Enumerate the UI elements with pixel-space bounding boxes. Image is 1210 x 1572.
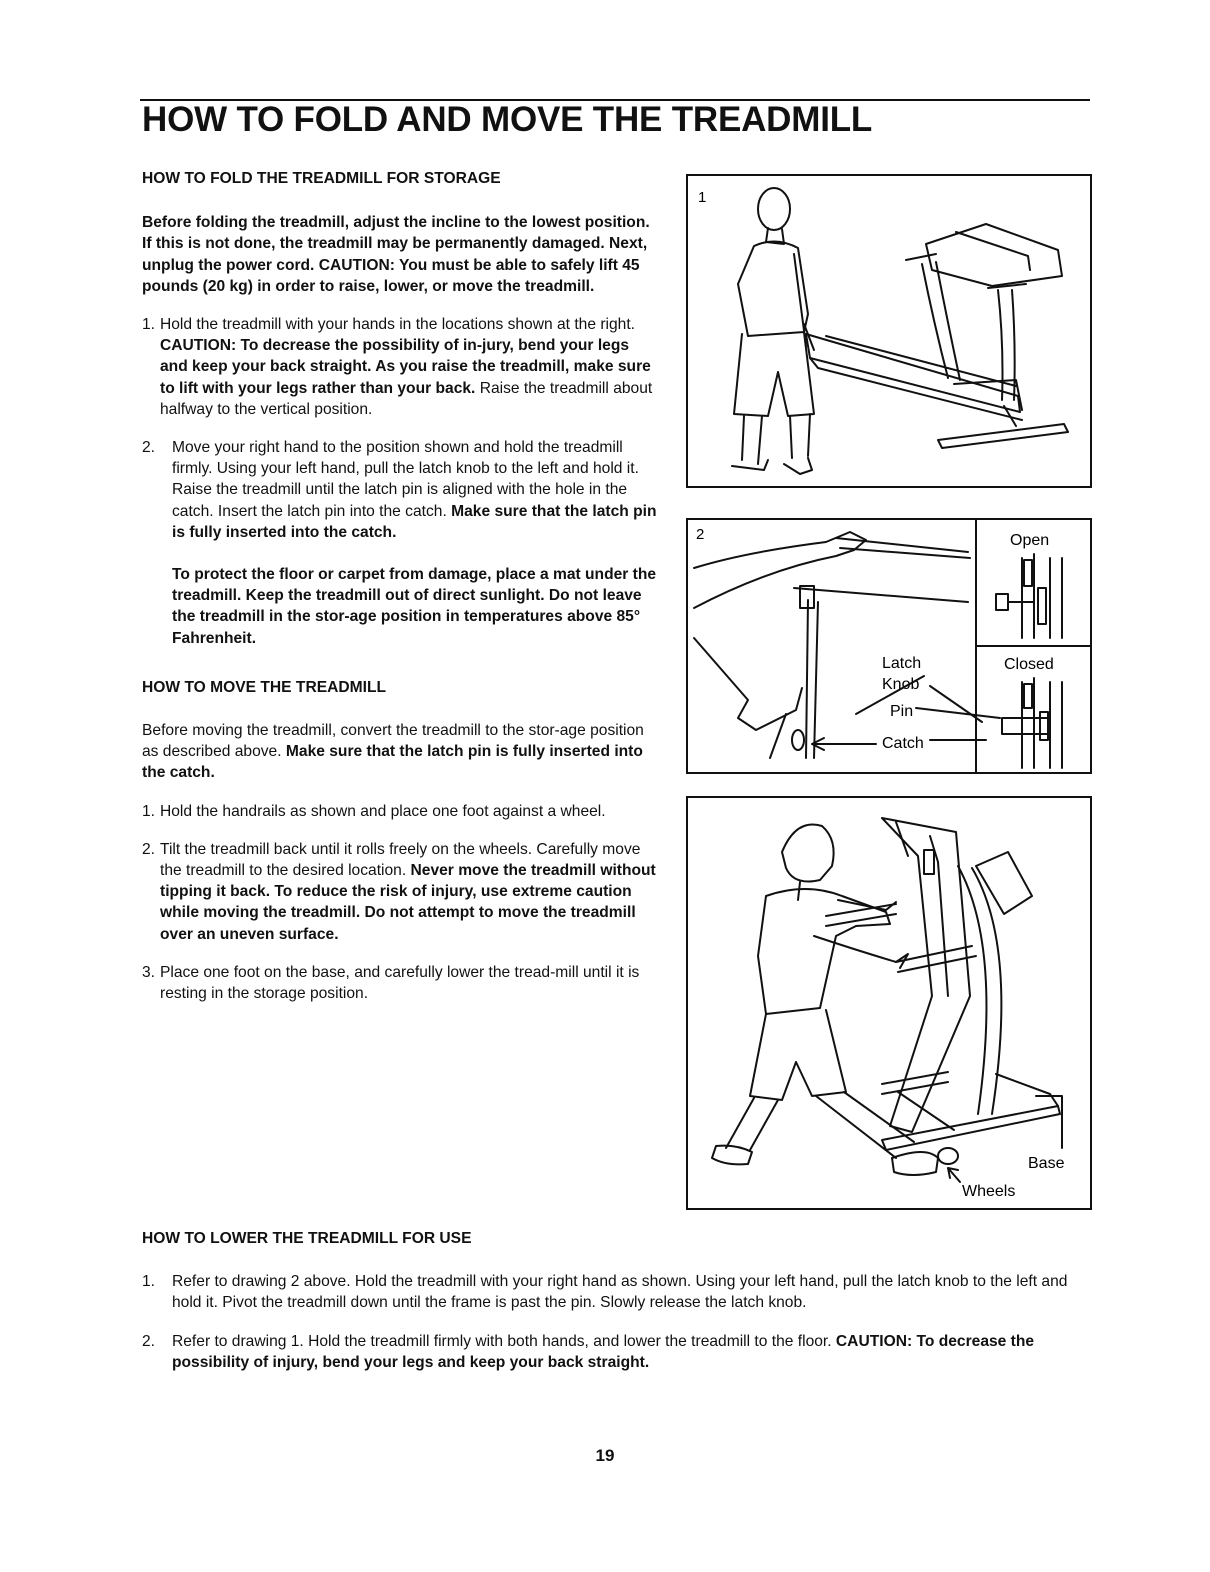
base-label: Base — [1028, 1155, 1065, 1172]
lower-heading: HOW TO LOWER THE TREADMILL FOR USE — [142, 1230, 472, 1247]
knob-label: Knob — [882, 676, 920, 693]
fold-heading: HOW TO FOLD THE TREADMILL FOR STORAGE — [142, 170, 501, 187]
closed-label: Closed — [1004, 656, 1054, 673]
figure-3-move-illustration — [686, 796, 1092, 1210]
step-number: 1. — [142, 802, 156, 820]
step-number: 1. — [142, 316, 156, 334]
fold-step-1: 1. Hold the treadmill with your hands in the locations shown at the right. CAUTION: To decrease the possibility of in-jury, bend your legs and keep your back straight. As you raise the treadmill, make sure to lift with your legs rather than your back. Raise the treadmill about halfway to the vertical position. — [142, 314, 657, 420]
catch-label: Catch — [882, 735, 924, 752]
fold-step-2: 2. Move your right hand to the position shown and hold the treadmill firmly. Using your left hand, pull the latch knob to the left and hold it. Raise the treadmill until the latch pin is aligned with the hole in the catch. Insert the latch pin into the catch. Make sure that the latch pin is fully inserted into the catch. — [142, 437, 657, 543]
step-number: 2. — [142, 840, 156, 858]
page-title: HOW TO FOLD AND MOVE THE TREADMILL — [142, 100, 873, 139]
step-number: 1. — [142, 1273, 156, 1291]
step-number: 2. — [142, 1332, 156, 1350]
move-step-1: 1. Hold the handrails as shown and place one foot against a wheel. — [142, 801, 657, 822]
move-step-3: 3. Place one foot on the base, and carefully lower the tread-mill until it is resting in the storage position. — [142, 962, 657, 1004]
pin-label: Pin — [890, 703, 914, 720]
figure-1-number: 1 — [698, 189, 707, 206]
move-step-2: 2. Tilt the treadmill back until it rolls freely on the wheels. Carefully move the treadmill to the desired location. Never move the treadmill without tipping it back. To reduce the risk of injury, use extreme caution while moving the treadmill. Do not attempt to move the treadmill over an uneven surface. — [142, 839, 657, 945]
lower-section — [142, 1228, 1092, 1373]
lower-step-1: 1. Refer to drawing 2 above. Hold the treadmill with your right hand as shown. Using your left hand, pull the latch knob to the left and hold it. Pivot the treadmill down until the frame is past the pin. Slowly release the latch knob. — [142, 1271, 1092, 1313]
fold-warning: Before folding the treadmill, adjust the incline to the lowest position. If this is not done, the treadmill may be permanently damaged. Next, unplug the power cord. CAUTION: You must be able to safely lift 45 pounds (20 kg) in order to raise, lower, or move the treadmill. — [142, 214, 650, 295]
move-intro: Before moving the treadmill, convert the treadmill to the stor-age position as described above. Make sure that the latch pin is fully inserted into the catch. — [142, 722, 644, 782]
lower-step-2: 2. Refer to drawing 1. Hold the treadmill firmly with both hands, and lower the treadmill to the floor. CAUTION: To decrease the possibility of injury, bend your legs and keep your back straight. — [142, 1331, 1092, 1373]
figure-1-lift-illustration — [686, 174, 1092, 488]
step-number: 3. — [142, 963, 156, 981]
figure-2-number: 2 — [696, 526, 705, 543]
fold-protect-note: To protect the floor or carpet from damage, place a mat under the treadmill. Keep the treadmill out of direct sunlight. Do not leave the treadmill in the stor-age position in temperatures above 85° Fahrenheit. — [172, 566, 657, 647]
step-number: 2. — [142, 439, 156, 457]
left-column — [142, 168, 657, 1004]
latch-label: Latch — [882, 655, 922, 672]
move-heading: HOW TO MOVE THE TREADMILL — [142, 678, 387, 696]
wheels-label: Wheels — [962, 1183, 1016, 1200]
open-label: Open — [1010, 532, 1050, 549]
page-number: 19 — [595, 1446, 615, 1465]
figure-2-latch-illustration — [686, 518, 1092, 774]
